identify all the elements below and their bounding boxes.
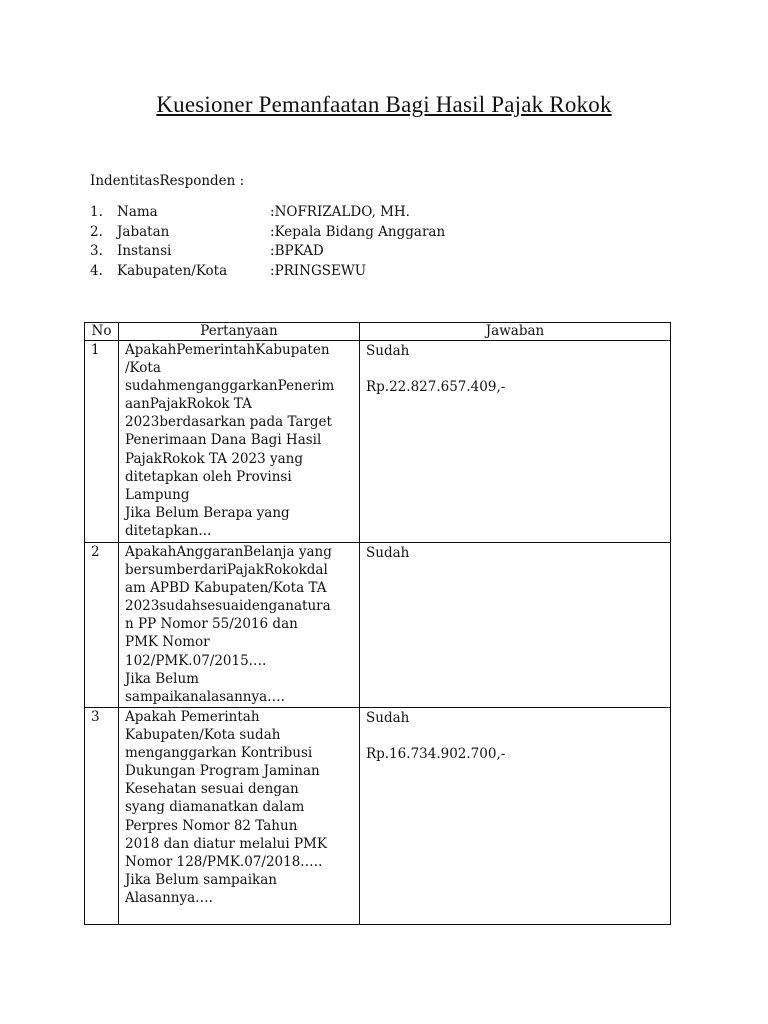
table-header-row [85,323,671,341]
question-line: 2023sudahsesuaidenganatura [125,598,331,615]
identity-label: Jabatan [117,223,170,240]
answer-status: Sudah [366,343,410,359]
identity-row-position [90,223,445,243]
question-line: sudahmenganggarkanPenerim [125,378,335,395]
column-header-answer: Jawaban [360,323,671,341]
identity-label: Kabupaten/Kota [117,262,228,279]
identity-label: Nama [117,204,158,220]
row-number: 2 [85,543,119,708]
identity-value: BPKAD [274,243,324,260]
question-line: bersumberdariPajakRokokdal [125,562,328,579]
document-title: Kuesioner Pemanfaatan Bagi Hasil Pajak Rokok [156,92,612,117]
identity-separator: : [270,223,275,240]
identity-row-agency [90,242,445,262]
question-cell [119,708,360,925]
identity-number: 3. [90,243,103,260]
identity-row-name [90,203,445,223]
answer-amount: Rp.16.734.902.700,- [366,746,506,763]
question-line: Nomor 128/PMK.07/2018.…. [125,853,323,870]
identity-separator: : [270,243,275,260]
identity-number: 4. [90,262,103,279]
questionnaire-table [84,322,671,925]
identity-separator: : [270,262,275,279]
question-cell [119,341,360,543]
answer-cell [360,543,671,708]
question-line: PajakRokok TA 2023 yang [125,450,303,467]
question-line: Kabupaten/Kota sudah [125,727,281,744]
question-line: ApakahPemerintahKabupaten [125,342,330,358]
question-cell [119,543,360,708]
question-line: Jika Belum Berapa yang [125,504,290,521]
answer-cell [360,708,671,925]
respondent-heading: IndentitasResponden : [90,173,245,189]
question-line: ditetapkan oleh Provinsi [125,468,292,485]
identity-separator: : [270,204,275,220]
row-number: 3 [85,708,119,925]
question-line: Perpres Nomor 82 Tahun [125,817,298,834]
question-line: Lampung [125,486,190,503]
identity-value: NOFRIZALDO, MH. [274,204,410,220]
identity-value: PRINGSEWU [274,262,367,279]
question-line: /Kota [125,360,161,377]
identity-value: Kepala Bidang Anggaran [274,223,446,240]
answer-amount: Rp.22.827.657.409,- [366,379,506,396]
question-line: menganggarkan Kontribusi [125,745,313,762]
question-line: PMK Nomor [125,634,210,651]
identity-row-regency [90,262,445,282]
question-line: Apakah Pemerintah [125,709,260,725]
identity-label: Instansi [117,243,172,260]
question-line: syang diamanatkan dalam [125,799,305,816]
question-line: aanPajakRokok TA [125,396,252,413]
answer-cell [360,341,671,543]
question-line: 2023berdasarkan pada Target [125,414,332,431]
identity-number: 2. [90,223,103,240]
question-line: Jika Belum sampaikan [125,871,277,888]
question-line: 102/PMK.07/2015.… [125,652,267,669]
question-line: am APBD Kabupaten/Kota TA [125,580,327,597]
question-line: Dukungan Program Jaminan [125,763,320,780]
row-number: 1 [85,341,119,543]
question-line: ditetapkan... [125,522,212,539]
table-row [85,341,671,543]
column-header-question: Pertanyaan [119,323,360,341]
question-line: Penerimaan Dana Bagi Hasil [125,432,322,449]
question-line: Kesehatan sesuai dengan [125,781,299,798]
question-line: ApakahAnggaranBelanja yang [125,544,332,560]
column-header-no: No [85,323,119,341]
table-row [85,708,671,925]
identity-number: 1. [90,204,103,220]
question-line: Jika Belum [125,670,199,687]
question-line: 2018 dan diatur melalui PMK [125,835,327,852]
question-line: sampaikanalasannya…. [125,688,285,705]
question-line: Alasannya…. [125,889,213,906]
identity-list [90,203,445,281]
question-line: n PP Nomor 55/2016 dan [125,616,298,633]
answer-status: Sudah [366,545,410,561]
answer-status: Sudah [366,710,410,726]
table-row [85,543,671,708]
